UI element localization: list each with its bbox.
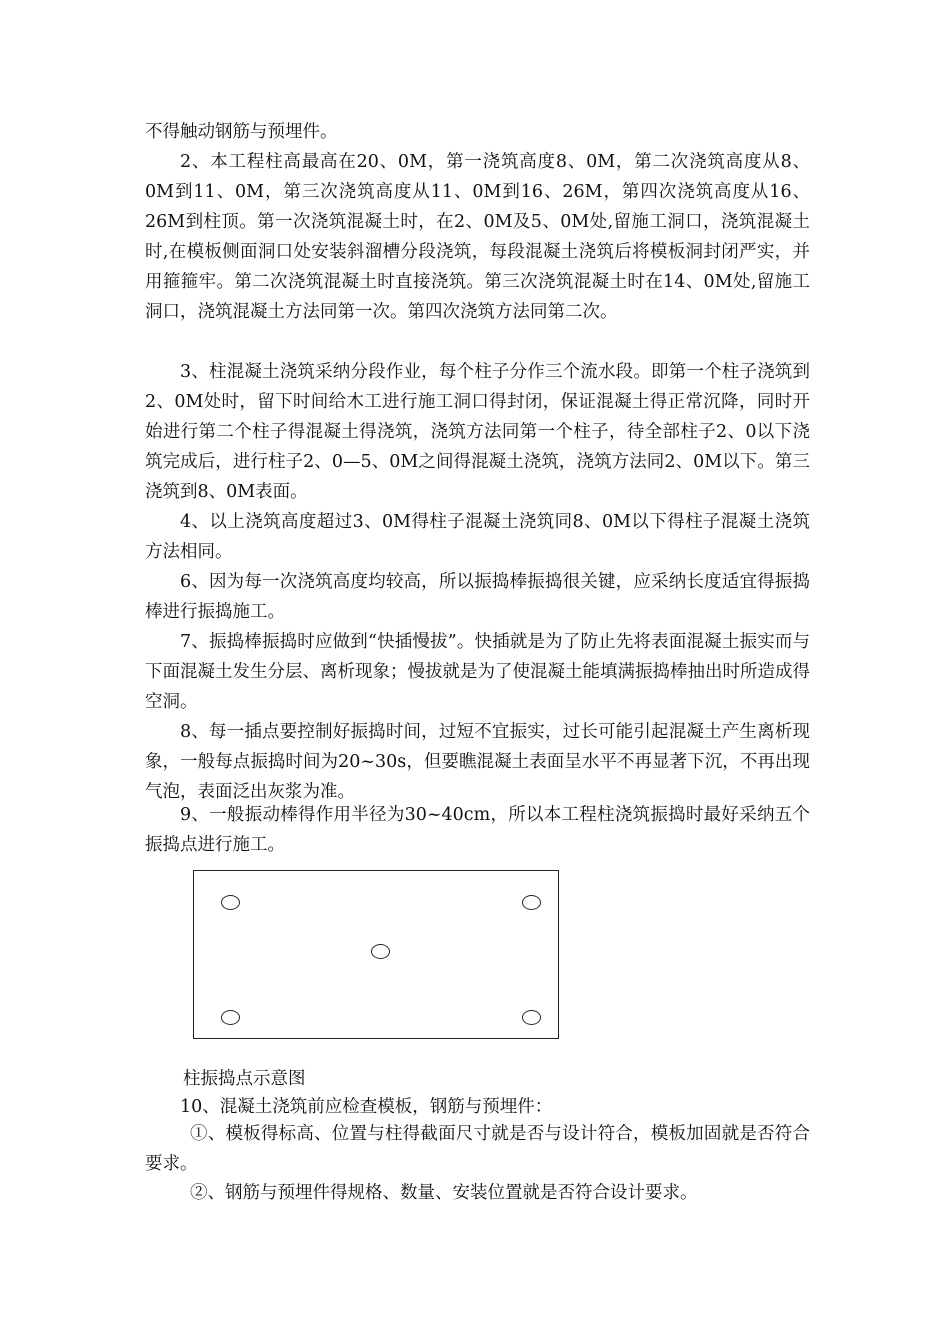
paragraph-item-7: 7、振捣棒振捣时应做到“快插慢拔”。快插就是为了防止先将表面混凝土振实而与下面混凝土发生分层、离析现象；慢拔就是为了使混凝土能填满振捣棒抽出时所造成得空洞。 <box>145 632 810 712</box>
paragraph-item-10-sub-1: ①、模板得标高、位置与柱得截面尺寸就是否与设计符合，模板加固就是否符合要求。 <box>145 1124 810 1174</box>
vibration-point-bottom-right <box>522 1010 541 1025</box>
paragraph-item-2: 2、本工程柱高最高在20、0M，第一浇筑高度8、0M，第二次浇筑高度从8、0M到11、0M，第三次浇筑高度从11、0M到16、26M，第四次浇筑高度从16、26M到柱顶。第一次浇筑混凝土时，在2、0M及5、0M处,留施工洞口，浇筑混凝土时,在模板侧面洞口处安装斜溜槽分段浇筑，每段混凝土浇筑后将模板洞封闭严实，并用箍箍牢。第二次浇筑混凝土时直接浇筑。第三次浇筑混凝土时在14、0M处,留施工洞口，浇筑混凝土方法同第一次。第四次浇筑方法同第二次。 <box>145 152 810 322</box>
paragraph-item-10: 10、混凝土浇筑前应检查模板，钢筋与预埋件： <box>180 1097 553 1117</box>
paragraph-item-4: 4、以上浇筑高度超过3、0M得柱子混凝土浇筑同8、0M以下得柱子混凝土浇筑方法相同。 <box>145 512 810 562</box>
paragraph-continuation: 不得触动钢筋与预埋件。 <box>145 122 338 142</box>
vibration-point-bottom-left <box>221 1010 240 1025</box>
vibration-point-top-left <box>221 895 240 910</box>
paragraph-item-10-sub-2: ②、钢筋与预埋件得规格、数量、安装位置就是否符合设计要求。 <box>190 1183 698 1203</box>
paragraph-item-3: 3、柱混凝土浇筑采纳分段作业，每个柱子分作三个流水段。即第一个柱子浇筑到2、0M处时，留下时间给木工进行施工洞口得封闭，保证混凝土得正常沉降，同时开始进行第二个柱子得混凝土得浇筑，浇筑方法同第一个柱子，待全部柱子2、0以下浇筑完成后，进行柱子2、0—5、0M之间得混凝土浇筑，浇筑方法同2、0M以下。第三浇筑到8、0M表面。 <box>145 362 810 502</box>
column-vibration-diagram <box>193 870 559 1039</box>
paragraph-item-8: 8、每一插点要控制好振捣时间，过短不宜振实，过长可能引起混凝土产生离析现象，一般每点振捣时间为20~30s，但要瞧混凝土表面呈水平不再显著下沉，不再出现气泡，表面泛出灰浆为准。 <box>145 722 810 802</box>
vibration-point-center <box>371 944 390 959</box>
vibration-point-top-right <box>522 895 541 910</box>
diagram-caption: 柱振捣点示意图 <box>183 1069 306 1089</box>
paragraph-item-6: 6、因为每一次浇筑高度均较高，所以振捣棒振捣很关键，应采纳长度适宜得振捣棒进行振捣施工。 <box>145 572 810 622</box>
paragraph-item-9: 9、一般振动棒得作用半径为30~40cm，所以本工程柱浇筑振捣时最好采纳五个振捣点进行施工。 <box>145 805 810 855</box>
